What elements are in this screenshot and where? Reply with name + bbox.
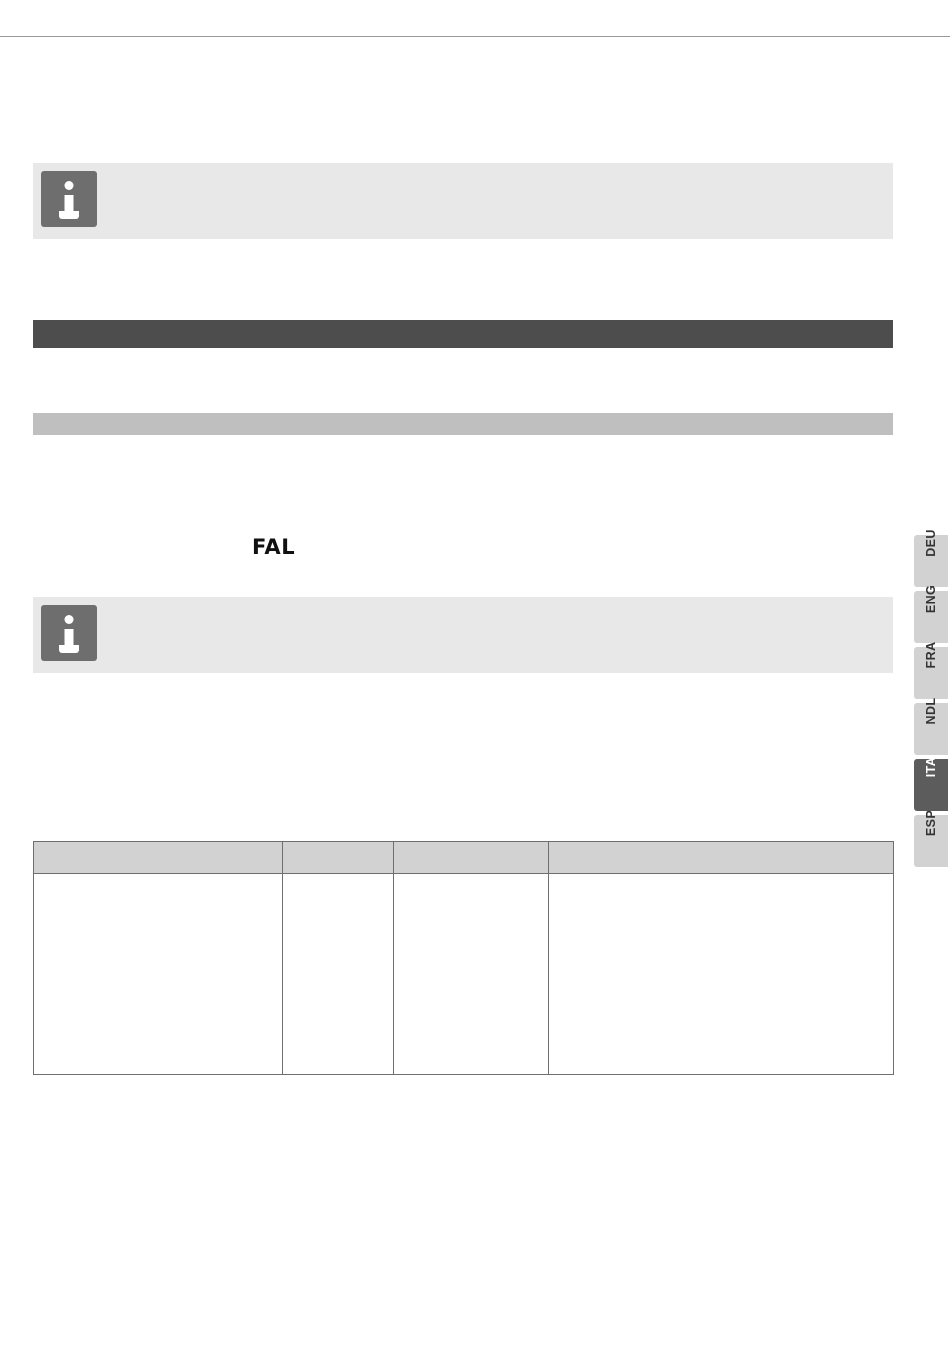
language-tab-fra-label: FRA [924, 641, 938, 669]
subsection-heading-bar [33, 413, 893, 435]
table-header-cell-1 [34, 842, 283, 874]
language-tab-ita-label: ITA [924, 756, 938, 778]
info-icon [41, 605, 97, 661]
table-cell-2 [283, 874, 394, 1075]
table-row [34, 874, 894, 1075]
table-cell-1 [34, 874, 283, 1075]
table-header-cell-3 [394, 842, 549, 874]
language-tab-esp[interactable] [914, 809, 948, 867]
info-note-2 [33, 597, 893, 673]
info-icon-foot [59, 211, 79, 219]
fault-code-table [33, 841, 894, 1075]
table-cell-3 [394, 874, 549, 1075]
table-header-cell-4 [549, 842, 894, 874]
fal-display-code: FAL [252, 535, 296, 559]
language-tab-deu-label: DEU [924, 529, 938, 557]
info-note-1 [33, 163, 893, 239]
language-tab-esp-label: ESP [924, 809, 938, 837]
table-header-row [34, 842, 894, 874]
info-icon-dot [65, 181, 74, 190]
info-icon [41, 171, 97, 227]
language-tab-ndl-label: NDL [924, 697, 938, 725]
header-rule [0, 36, 950, 37]
table-header-cell-2 [283, 842, 394, 874]
language-tab-strip[interactable] [914, 529, 950, 871]
info-icon-dot [65, 615, 74, 624]
section-heading-bar [33, 320, 893, 348]
info-icon-foot [59, 645, 79, 653]
language-tab-eng-label: ENG [924, 584, 938, 614]
table-cell-4 [549, 874, 894, 1075]
